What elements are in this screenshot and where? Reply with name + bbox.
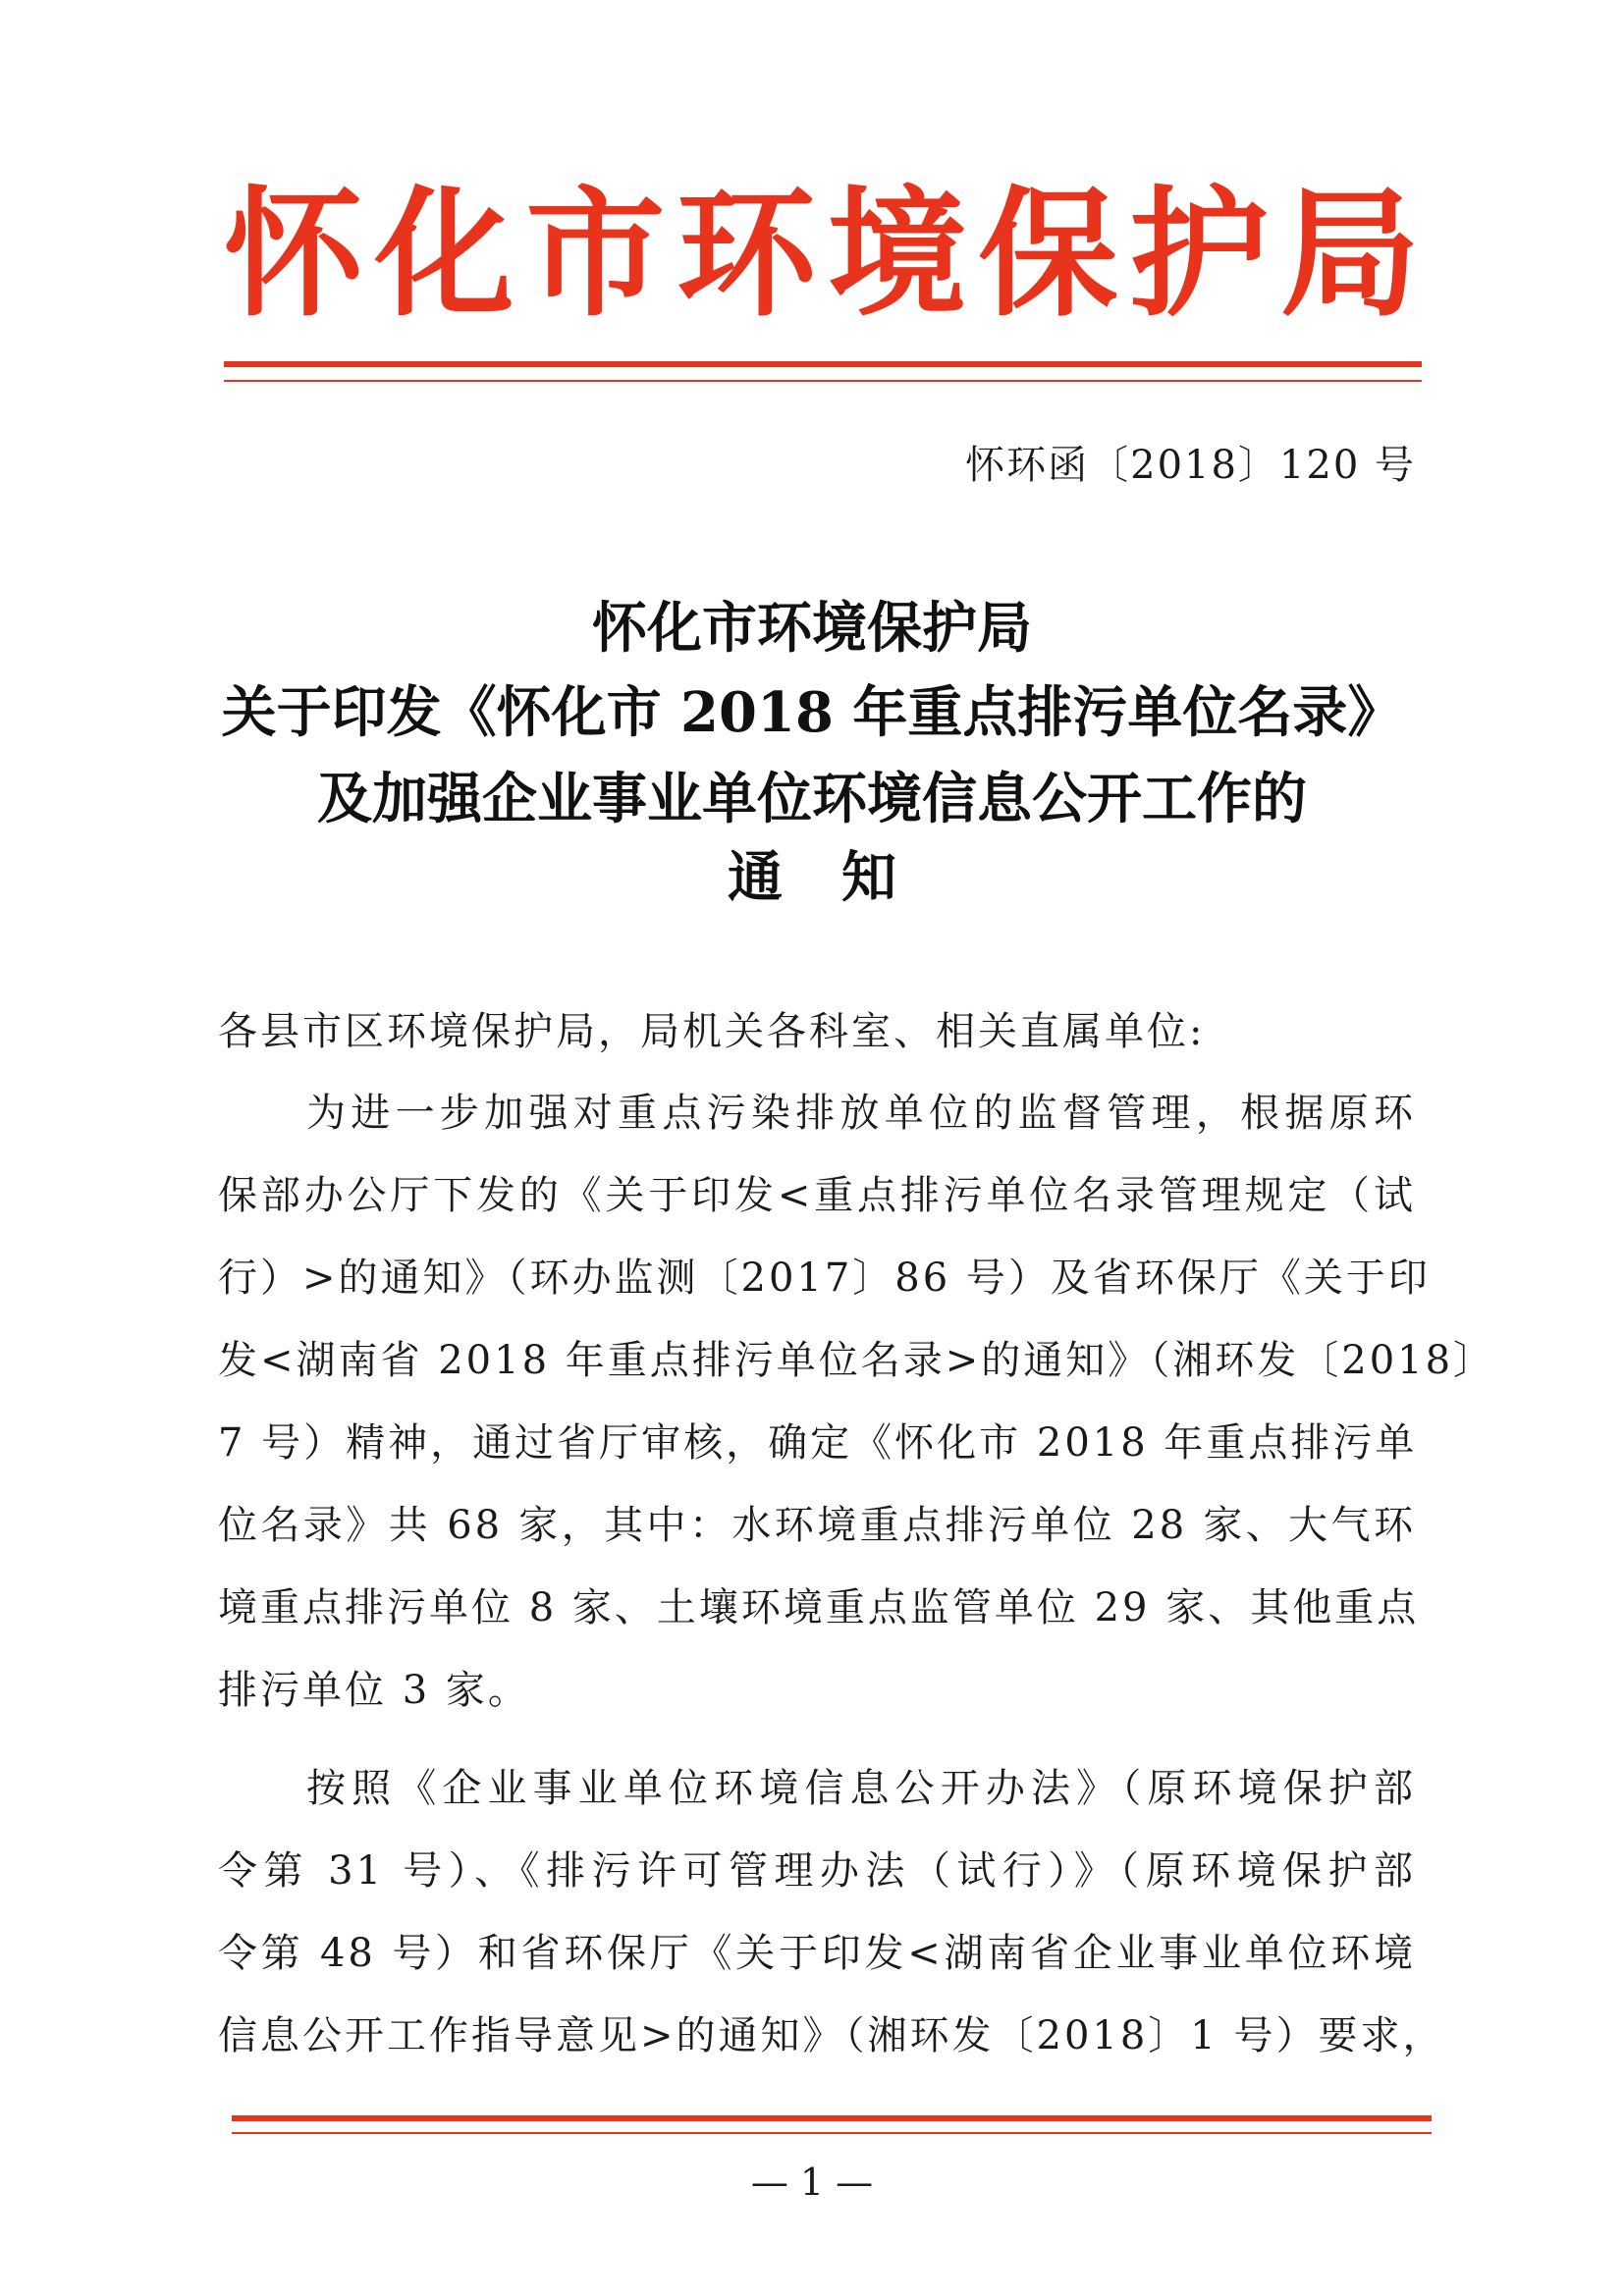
paragraph-line: 排污单位 3 家。 [218, 1668, 530, 1713]
title-line-3: 及加强企业事业单位环境信息公开工作的 [317, 767, 1307, 831]
paragraph-line: 行）>的通知》（环办监测〔2017〕86 号）及省环保厅《关于印 [218, 1255, 1431, 1301]
paragraph-line: 为进一步加强对重点污染排放单位的监督管理，根据原环 [306, 1091, 1416, 1136]
header-char: 保 [978, 174, 1118, 336]
header-char: 市 [525, 174, 666, 336]
header-char: 护 [1129, 174, 1270, 336]
header-red-rule-thin [224, 380, 1422, 382]
paragraph-line: 发<湖南省 2018 年重点排污单位名录>的通知》（湘环发〔2018〕 [218, 1338, 1496, 1383]
header-char: 环 [677, 174, 817, 336]
header-char: 局 [1279, 174, 1420, 336]
paragraph-line: 按照《企业事业单位环境信息公开办法》（原环境保护部 [306, 1766, 1416, 1811]
paragraph-line: 信息公开工作指导意见>的通知》（湘环发〔2018〕1 号）要求， [218, 2013, 1445, 2058]
page-number: — 1 — [750, 2161, 874, 2204]
header-char: 境 [827, 174, 967, 336]
header-char: 怀 [224, 174, 363, 336]
footer-red-rule-thin [232, 2132, 1432, 2134]
header-char: 化 [374, 174, 514, 336]
salutation: 各县市区环境保护局，局机关各科室、相关直属单位: [218, 1009, 1206, 1054]
issuing-authority-header [224, 167, 1420, 344]
title-line-4: 通知 [728, 845, 955, 910]
paragraph-line: 位名录》共 68 家，其中：水环境重点排污单位 28 家、大气环 [218, 1503, 1416, 1548]
header-red-rule-thick [224, 361, 1422, 367]
paragraph-line: 境重点排污单位 8 家、土壤环境重点监管单位 29 家、其他重点 [218, 1585, 1420, 1630]
paragraph-line: 令第 31 号）、《排污许可管理办法（试行）》（原环境保护部 [218, 1848, 1416, 1894]
paragraph-line: 7 号）精神，通过省厅审核，确定《怀化市 2018 年重点排污单 [218, 1420, 1418, 1466]
footer-red-rule-thick [232, 2115, 1432, 2121]
document-number: 怀环函〔2018〕120 号 [965, 443, 1416, 488]
paragraph-line: 保部办公厅下发的《关于印发<重点排污单位名录管理规定（试 [218, 1173, 1416, 1218]
title-line-1: 怀化市环境保护局 [592, 596, 1032, 661]
title-line-2: 关于印发《怀化市 2018 年重点排污单位名录》 [221, 680, 1403, 745]
paragraph-line: 令第 48 号）和省环保厅《关于印发<湖南省企业事业单位环境 [218, 1931, 1416, 1976]
